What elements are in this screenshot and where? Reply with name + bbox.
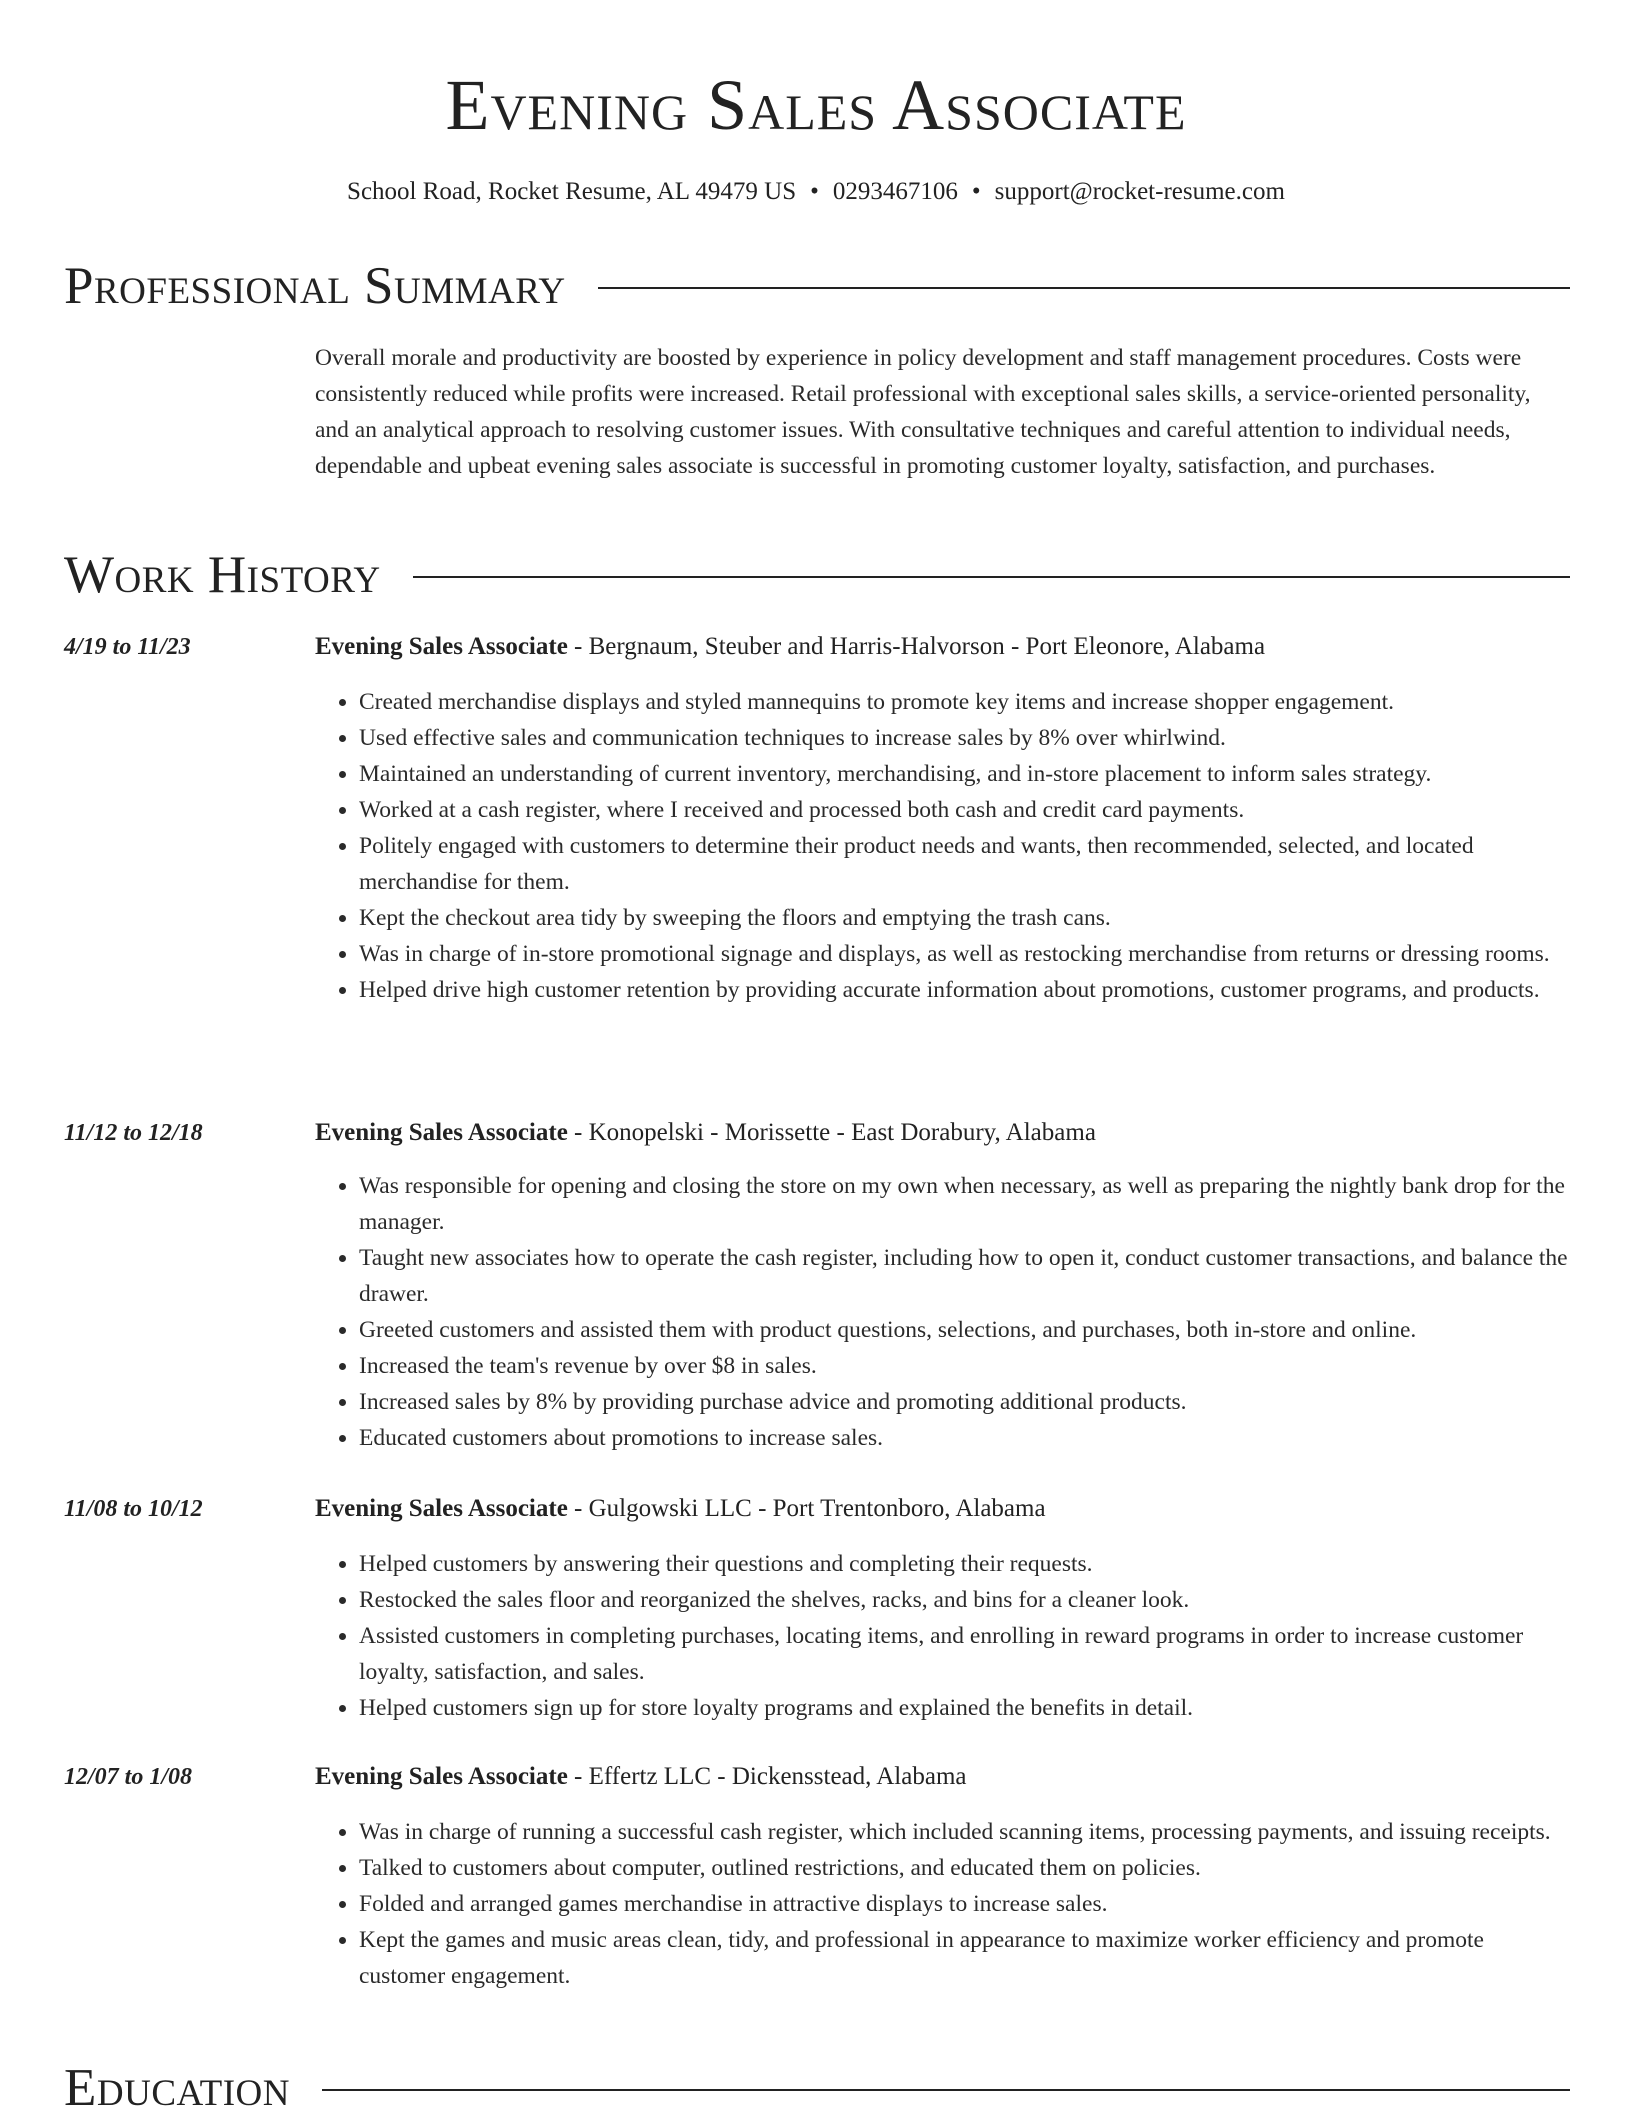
job-headline <box>315 630 1570 664</box>
job-bullet: • Helped drive high customer retention by providing accurate information about promotions, customer programs, and products. <box>359 972 1570 1008</box>
job-role: Evening Sales Associate <box>315 1763 568 1790</box>
job-headline <box>315 1492 1570 1526</box>
contact-phone: 0293467106 <box>832 178 958 205</box>
job-bullet: • Politely engaged with customers to determine their product needs and wants, then recommended, selected, and located merchandise for them. <box>359 828 1570 900</box>
section-header-education <box>64 2058 1570 2118</box>
summary-text: Overall morale and productivity are boosted by experience in policy development and staff management procedures. Costs were consistently reduced while profits were increased. Retail professional with exceptional sales skills, a service-oriented personality, and an analytical approach to resolving customer issues. With consultative techniques and careful attention to individual needs, dependable and upbeat evening sales associate is successful in promoting customer loyalty, satisfaction, and purchases. <box>315 345 1531 479</box>
job-bullet: • Folded and arranged games merchandise in attractive displays to increase sales. <box>359 1886 1570 1922</box>
job-bullet: • Educated customers about promotions to increase sales. <box>359 1420 1570 1456</box>
job-dates: 12/07 to 1/08 <box>64 1764 193 1790</box>
resume-name: Evening Sales Associate <box>445 65 1187 145</box>
job-role: Evening Sales Associate <box>315 1119 568 1146</box>
section-divider <box>413 576 1570 578</box>
job-headline <box>315 1760 1570 1794</box>
contact-separator: • <box>810 178 819 205</box>
job-dates: 11/12 to 12/18 <box>64 1120 203 1146</box>
job-headline <box>315 1116 1570 1150</box>
job-role: Evening Sales Associate <box>315 1495 568 1522</box>
job-bullet: • Helped customers sign up for store loyalty programs and explained the benefits in detail. <box>359 1690 1570 1726</box>
section-title: Education <box>64 2059 290 2117</box>
job-bullet: • Talked to customers about computer, outlined restrictions, and educated them on policies. <box>359 1850 1570 1886</box>
job-bullet: • Greeted customers and assisted them with product questions, selections, and purchases, both in-store and online. <box>359 1312 1570 1348</box>
job-bullet: • Helped customers by answering their questions and completing their requests. <box>359 1546 1570 1582</box>
job-bullet: • Assisted customers in completing purchases, locating items, and enrolling in reward programs in order to increase customer loyalty, satisfaction, and sales. <box>359 1618 1570 1690</box>
section-title: Work History <box>64 546 381 604</box>
job-role: Evening Sales Associate <box>315 633 568 660</box>
job-bullet: • Created merchandise displays and styled mannequins to promote key items and increase shopper engagement. <box>359 684 1570 720</box>
section-title: Professional Summary <box>64 257 566 315</box>
job-bullet: • Was responsible for opening and closing the store on my own when necessary, as well as preparing the nightly bank drop for the manager. <box>359 1168 1570 1240</box>
job-bullets <box>315 1814 1570 1994</box>
job-bullet: • Worked at a cash register, where I received and processed both cash and credit card payments. <box>359 792 1570 828</box>
job-bullets <box>315 684 1570 1008</box>
job-details: - Konopelski - Morissette - East Dorabury, Alabama <box>567 1119 1096 1146</box>
job-bullet: • Used effective sales and communication techniques to increase sales by 8% over whirlwind. <box>359 720 1570 756</box>
job-dates: 11/08 to 10/12 <box>64 1496 203 1522</box>
job-bullet: • Increased the team's revenue by over $8 in sales. <box>359 1348 1570 1384</box>
job-bullet: • Maintained an understanding of current inventory, merchandising, and in-store placement to inform sales strategy. <box>359 756 1570 792</box>
job-details: - Gulgowski LLC - Port Trentonboro, Alabama <box>567 1495 1046 1522</box>
job-bullet: • Was in charge of in-store promotional signage and displays, as well as restocking merchandise from returns or dressing rooms. <box>359 936 1570 972</box>
job-bullet: • Taught new associates how to operate the cash register, including how to open it, conduct customer transactions, and balance the drawer. <box>359 1240 1570 1312</box>
contact-line <box>0 176 1632 208</box>
job-bullet: • Kept the games and music areas clean, tidy, and professional in appearance to maximize worker efficiency and promote customer engagement. <box>359 1922 1570 1994</box>
section-header-summary <box>64 256 1570 316</box>
section-divider <box>598 287 1570 289</box>
section-divider <box>322 2089 1570 2091</box>
job-details: - Bergnaum, Steuber and Harris-Halvorson - Port Eleonore, Alabama <box>567 633 1266 660</box>
job-dates: 4/19 to 11/23 <box>64 634 191 660</box>
section-header-work-history <box>64 545 1570 605</box>
job-bullet: • Increased sales by 8% by providing purchase advice and promoting additional products. <box>359 1384 1570 1420</box>
job-bullet: • Restocked the sales floor and reorganized the shelves, racks, and bins for a cleaner look. <box>359 1582 1570 1618</box>
job-bullets <box>315 1168 1570 1456</box>
contact-address: School Road, Rocket Resume, AL 49479 US <box>347 178 797 205</box>
contact-separator: • <box>971 178 981 205</box>
job-bullet: • Kept the checkout area tidy by sweeping the floors and emptying the trash cans. <box>359 900 1570 936</box>
job-bullets <box>315 1546 1570 1726</box>
contact-email: support@rocket-resume.com <box>994 178 1285 205</box>
job-bullet: • Was in charge of running a successful cash register, which included scanning items, processing payments, and issuing receipts. <box>359 1814 1570 1850</box>
job-details: - Effertz LLC - Dickensstead, Alabama <box>567 1763 967 1790</box>
